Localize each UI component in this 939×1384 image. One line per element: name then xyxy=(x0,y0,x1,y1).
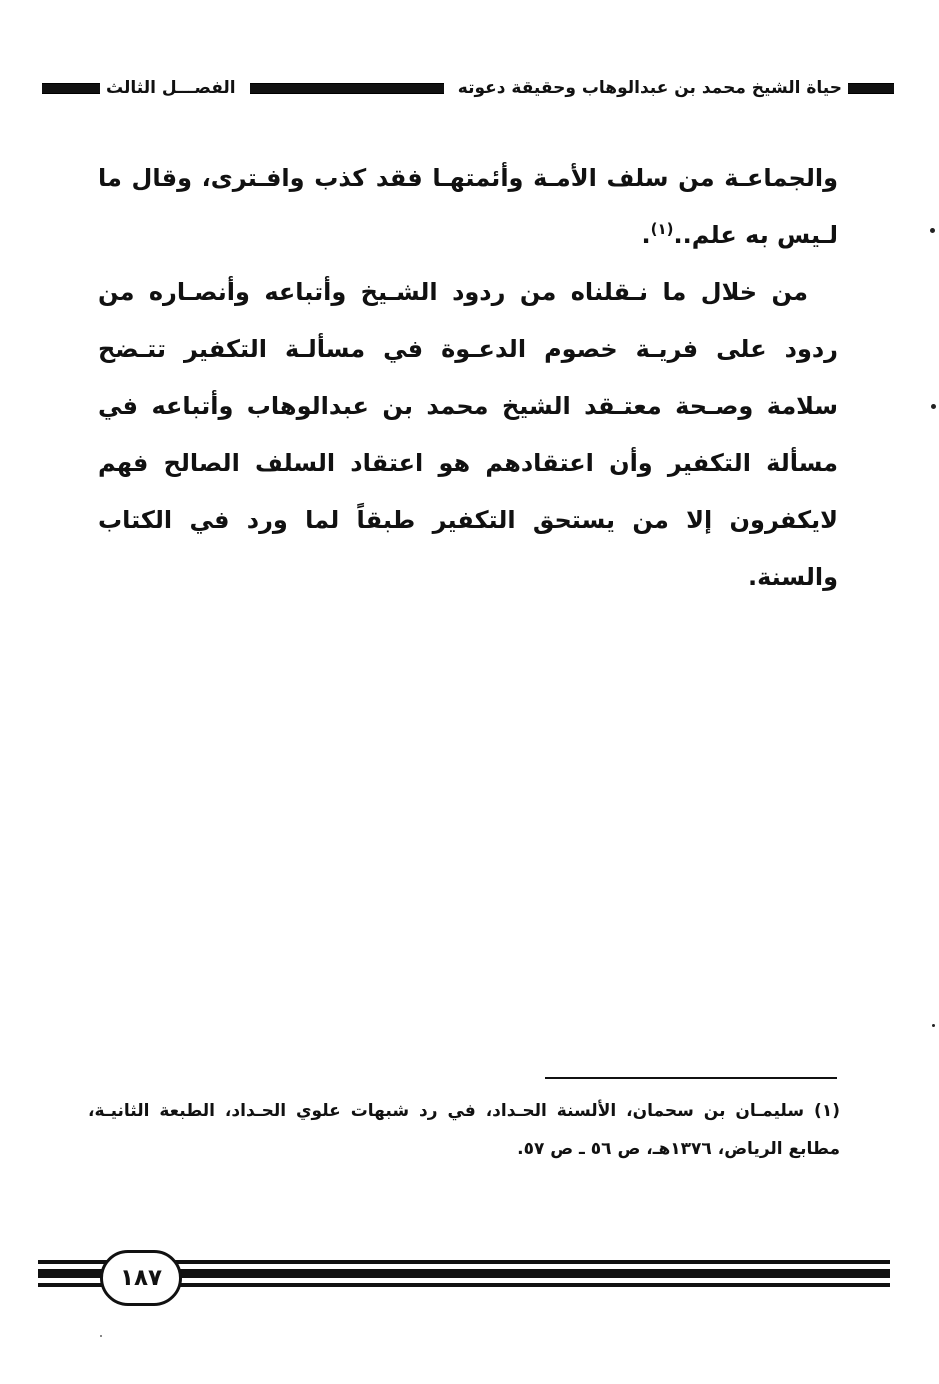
footnote-text: سليمـان بن سحمان، الألسنة الحـداد، في رد شبهات علوي الحـداد، الطبعة الثانيـة، مطابع الرياض، ١٣٧٦هـ، ص ٥٦ ـ ص ٥٧. xyxy=(88,1101,840,1159)
footnote-marker: (١) xyxy=(814,1101,840,1121)
footnote xyxy=(88,1092,840,1168)
scan-speck xyxy=(932,1024,935,1027)
scan-speck xyxy=(931,404,936,409)
header-rule-middle xyxy=(250,83,444,94)
page-footer xyxy=(38,1250,890,1310)
page-number: ١٨٧ xyxy=(100,1250,182,1306)
running-header xyxy=(42,72,894,104)
paragraph-2: من خلال ما نـقلناه من ردود الشـيخ وأتباعه وأنصـاره من ردود على فريـة خصوم الدعـوة في مسألـة التكفير تتـضح سلامة وصـحة معتـقد الشيخ محمد بن عبدالوهاب وأتباعه في مسألة التكفير وأن اعتقادهم هو اعتقاد السلف الصالح فهم لايكفرون إلا من يستحق التكفير طبقاً لما ورد في الكتاب والسنة. xyxy=(98,278,838,591)
header-chapter: الفصـــل الثالث xyxy=(106,78,236,98)
header-rule-right xyxy=(848,83,894,94)
footnote-separator xyxy=(545,1077,837,1079)
paragraph-1 xyxy=(98,150,838,264)
scan-speck xyxy=(100,1335,102,1337)
scan-speck xyxy=(930,228,935,233)
paragraph-1-end: . xyxy=(641,221,651,249)
body-text xyxy=(98,150,838,606)
header-book-title: حياة الشيخ محمد بن عبدالوهاب وحقيقة دعوته xyxy=(457,78,842,98)
header-rule-left xyxy=(42,83,100,94)
footnote-reference: (١) xyxy=(650,220,674,238)
paragraph-1-text: والجماعـة من سلف الأمـة وأئمتهـا فقد كذب وافـترى، وقال ما لـيس به علم.. xyxy=(98,164,838,249)
